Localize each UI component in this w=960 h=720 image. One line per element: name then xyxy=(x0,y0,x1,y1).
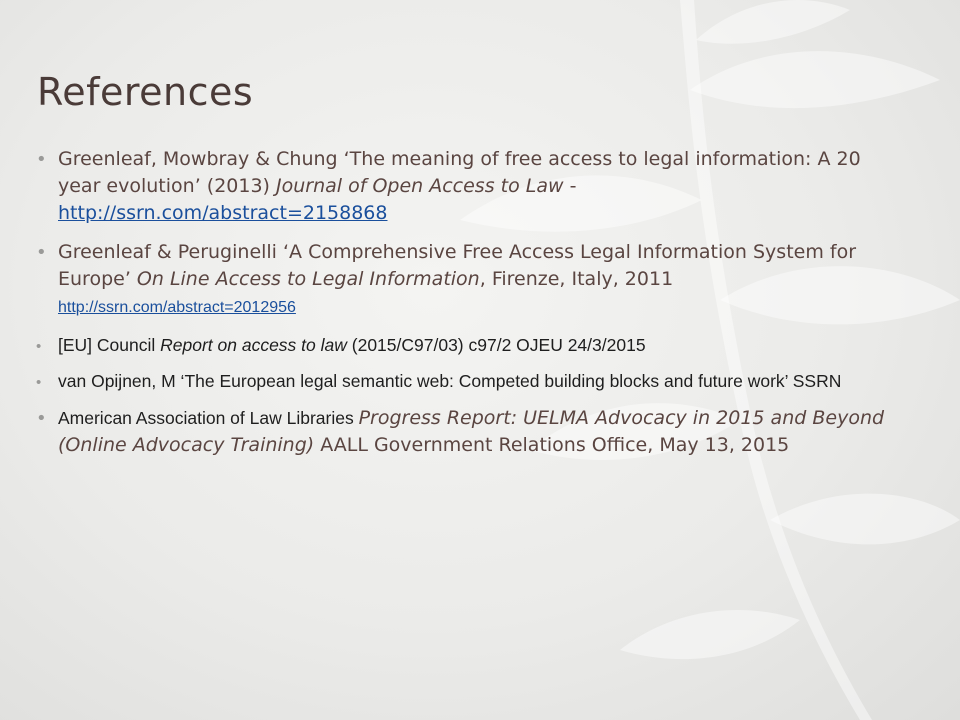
reference-item-eu-council xyxy=(30,333,890,357)
ref-journal: Journal of Open Access to Law xyxy=(276,175,564,197)
ref-authors: Greenleaf, Mowbray & Chung xyxy=(58,148,344,170)
reference-list xyxy=(30,146,890,471)
ref-report-title: Report on access to law xyxy=(160,335,347,355)
ref-text: van Opijnen, M ‘The European legal semantic web: Competed building blocks and future work’ SSRN xyxy=(58,371,842,391)
ref-article-title: ‘The meaning of free access to legal information: A 20 year evolution’ (2013) xyxy=(58,148,861,197)
bullet-icon: • xyxy=(36,242,47,263)
ref-link-ssrn-2158868[interactable]: http://ssrn.com/abstract=2158868 xyxy=(58,202,388,224)
ref-journal: On Line Access to Legal Information xyxy=(136,268,480,290)
ref-article-title: ‘A Comprehensive Free Access Legal Information System for Europe’ xyxy=(58,241,857,290)
ref-details: , Firenze, Italy, 2011 xyxy=(479,268,674,290)
ref-prefix: American Association of Law Libraries xyxy=(58,408,359,428)
bullet-icon: • xyxy=(36,374,42,391)
reference-item-greenleaf-mowbray-chung xyxy=(30,146,890,227)
bullet-icon: • xyxy=(36,338,42,355)
ref-report-title: Progress Report: UELMA Advocacy in 2015 and Beyond (Online Advocacy Training) xyxy=(58,407,885,456)
ref-separator: - xyxy=(563,175,577,197)
reference-item-van-opijnen xyxy=(30,369,890,393)
ref-details: AALL Government Relations Office, May 13, 2015 xyxy=(314,434,790,456)
ref-details: (2015/C97/03) c97/2 OJEU 24/3/2015 xyxy=(346,335,646,355)
reference-item-aall xyxy=(30,405,890,459)
ref-prefix: [EU] Council xyxy=(58,335,161,355)
bullet-icon: • xyxy=(36,408,47,429)
bullet-icon: • xyxy=(36,149,47,170)
ref-authors: Greenleaf & Peruginelli xyxy=(58,241,284,263)
slide-title: References xyxy=(37,70,254,114)
ref-link-ssrn-2012956[interactable]: http://ssrn.com/abstract=2012956 xyxy=(58,299,296,316)
reference-item-greenleaf-peruginelli xyxy=(30,239,890,321)
